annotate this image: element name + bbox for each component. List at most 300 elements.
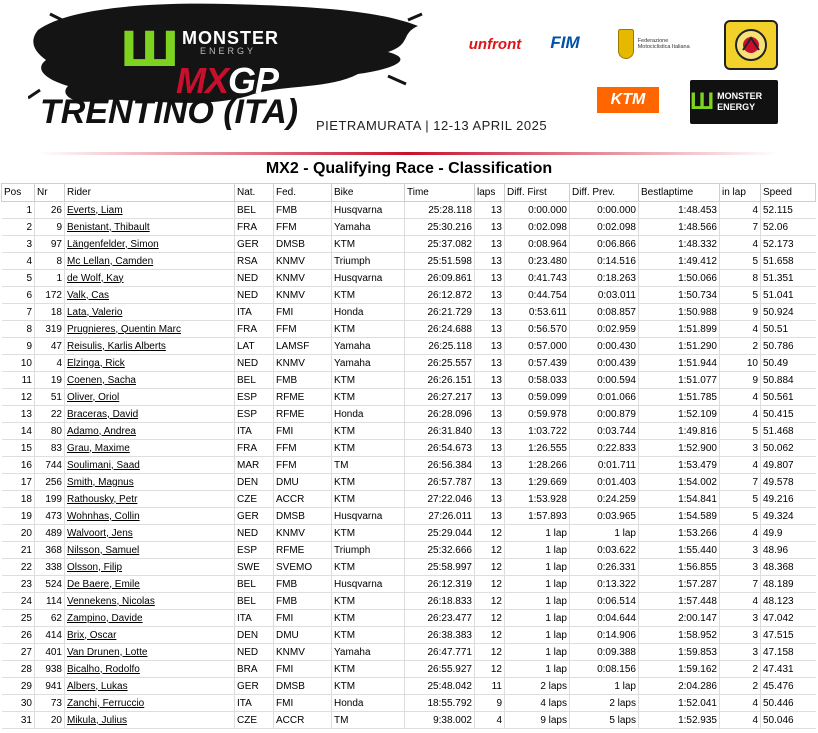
cell-bike: Husqvarna — [332, 202, 405, 219]
cell-in-lap: 5 — [720, 253, 761, 270]
cell-bestlaptime: 1:48.453 — [639, 202, 720, 219]
cell-speed: 49.216 — [761, 491, 816, 508]
cell-nr: 26 — [35, 202, 65, 219]
col-header-speed: Speed — [761, 184, 816, 202]
cell-diff-prev: 0:04.644 — [570, 610, 639, 627]
cell-diff-first: 9 laps — [505, 712, 570, 729]
cell-rider[interactable] — [65, 236, 235, 253]
cell-in-lap: 5 — [720, 491, 761, 508]
cell-diff-first: 1 lap — [505, 542, 570, 559]
cell-time: 26:57.787 — [405, 474, 475, 491]
table-row — [2, 678, 816, 695]
cell-diff-prev: 0:03.744 — [570, 423, 639, 440]
cell-diff-first: 1 lap — [505, 627, 570, 644]
cell-laps: 13 — [475, 508, 505, 525]
cell-diff-first: 1:57.893 — [505, 508, 570, 525]
cell-pos: 16 — [2, 457, 35, 474]
cell-nat: GER — [235, 678, 274, 695]
cell-diff-first: 0:00.000 — [505, 202, 570, 219]
cell-diff-prev: 0:03.011 — [570, 287, 639, 304]
cell-rider[interactable] — [65, 457, 235, 474]
cell-fed: DMSB — [274, 678, 332, 695]
cell-pos: 24 — [2, 593, 35, 610]
table-row — [2, 202, 816, 219]
col-header-time: Time — [405, 184, 475, 202]
cell-bestlaptime: 1:52.900 — [639, 440, 720, 457]
event-title: TRENTINO (ITA) — [40, 93, 299, 131]
cell-rider[interactable] — [65, 389, 235, 406]
cell-nr: 18 — [35, 304, 65, 321]
cell-rider[interactable] — [65, 253, 235, 270]
cell-nat: MAR — [235, 457, 274, 474]
cell-rider[interactable] — [65, 508, 235, 525]
cell-diff-first: 1 lap — [505, 525, 570, 542]
rider-link[interactable]: Vennekens, Nicolas — [67, 595, 155, 607]
cell-nr: 114 — [35, 593, 65, 610]
cell-speed: 49.578 — [761, 474, 816, 491]
cell-rider[interactable] — [65, 627, 235, 644]
cell-nat: ESP — [235, 542, 274, 559]
cell-time: 25:30.216 — [405, 219, 475, 236]
cell-pos: 28 — [2, 661, 35, 678]
cell-laps: 13 — [475, 457, 505, 474]
cell-rider[interactable] — [65, 576, 235, 593]
cell-nr: 4 — [35, 355, 65, 372]
table-row — [2, 576, 816, 593]
cell-bestlaptime: 1:57.448 — [639, 593, 720, 610]
cell-time: 25:48.042 — [405, 678, 475, 695]
table-row — [2, 321, 816, 338]
cell-bestlaptime: 1:58.952 — [639, 627, 720, 644]
cell-time: 26:24.688 — [405, 321, 475, 338]
cell-in-lap: 9 — [720, 304, 761, 321]
cell-bike: KTM — [332, 559, 405, 576]
cell-diff-prev: 2 laps — [570, 695, 639, 712]
rider-link[interactable]: Lata, Valerio — [67, 306, 123, 318]
cell-in-lap: 7 — [720, 576, 761, 593]
rider-link[interactable]: Oliver, Oriol — [67, 391, 120, 403]
cell-nat: CZE — [235, 491, 274, 508]
cell-bike: Triumph — [332, 253, 405, 270]
fmi-shield-icon — [618, 29, 634, 59]
cell-diff-first: 0:59.978 — [505, 406, 570, 423]
cell-nr: 19 — [35, 372, 65, 389]
energy-logo-text: ENERGY — [200, 46, 257, 56]
cell-laps: 13 — [475, 270, 505, 287]
cell-time: 25:29.044 — [405, 525, 475, 542]
cell-rider[interactable] — [65, 542, 235, 559]
cell-fed: FMI — [274, 610, 332, 627]
rider-link[interactable]: Wohnhas, Collin — [67, 510, 140, 522]
cell-nr: 51 — [35, 389, 65, 406]
cell-bestlaptime: 1:51.944 — [639, 355, 720, 372]
cell-time: 26:09.861 — [405, 270, 475, 287]
cell-in-lap: 7 — [720, 474, 761, 491]
cell-speed: 52.06 — [761, 219, 816, 236]
cell-rider[interactable] — [65, 219, 235, 236]
cell-laps: 12 — [475, 593, 505, 610]
cell-nat: NED — [235, 525, 274, 542]
cell-in-lap: 4 — [720, 695, 761, 712]
cell-fed: FMB — [274, 576, 332, 593]
cell-diff-first: 1 lap — [505, 661, 570, 678]
cell-rider[interactable] — [65, 338, 235, 355]
cell-diff-first: 1 lap — [505, 610, 570, 627]
unfront-logo: unfront — [468, 35, 522, 53]
cell-rider[interactable] — [65, 712, 235, 729]
cell-fed: KNMV — [274, 270, 332, 287]
table-row — [2, 559, 816, 576]
rider-link[interactable]: Reisulis, Karlis Alberts — [67, 340, 166, 352]
cell-fed: FMI — [274, 304, 332, 321]
cell-bike: KTM — [332, 440, 405, 457]
rider-link[interactable]: Olsson, Filip — [67, 561, 123, 573]
cell-bike: Honda — [332, 304, 405, 321]
table-row — [2, 338, 816, 355]
fim-logo: FIM — [550, 33, 580, 52]
cell-pos: 17 — [2, 474, 35, 491]
cell-fed: FMI — [274, 661, 332, 678]
cell-nr: 401 — [35, 644, 65, 661]
cell-diff-prev: 0:26.331 — [570, 559, 639, 576]
table-row — [2, 610, 816, 627]
cell-laps: 11 — [475, 678, 505, 695]
event-header — [0, 0, 818, 158]
cell-in-lap: 3 — [720, 559, 761, 576]
rider-link[interactable]: Everts, Liam — [67, 204, 123, 216]
cell-bestlaptime: 1:54.002 — [639, 474, 720, 491]
col-header-diff-first: Diff. First — [505, 184, 570, 202]
table-row — [2, 457, 816, 474]
cell-in-lap: 5 — [720, 287, 761, 304]
cell-speed: 47.158 — [761, 644, 816, 661]
cell-fed: SVEMO — [274, 559, 332, 576]
table-row — [2, 389, 816, 406]
rider-link[interactable]: Zampino, Davide — [67, 612, 143, 624]
cell-nat: GER — [235, 236, 274, 253]
cell-nr: 73 — [35, 695, 65, 712]
cell-nat: BEL — [235, 202, 274, 219]
cell-diff-first: 0:58.033 — [505, 372, 570, 389]
rider-link[interactable]: De Baere, Emile — [67, 578, 140, 590]
table-row — [2, 508, 816, 525]
cell-bestlaptime: 2:00.147 — [639, 610, 720, 627]
cell-rider[interactable] — [65, 270, 235, 287]
rider-link[interactable]: Adamo, Andrea — [67, 425, 136, 437]
cell-laps: 12 — [475, 627, 505, 644]
cell-nat: BEL — [235, 372, 274, 389]
cell-fed: KNMV — [274, 287, 332, 304]
col-header-fed: Fed. — [274, 184, 332, 202]
cell-diff-first: 0:41.743 — [505, 270, 570, 287]
cell-rider[interactable] — [65, 440, 235, 457]
cell-fed: FFM — [274, 321, 332, 338]
table-row — [2, 627, 816, 644]
rider-link[interactable]: Braceras, David — [67, 408, 139, 420]
cell-diff-prev: 0:18.263 — [570, 270, 639, 287]
cell-laps: 13 — [475, 202, 505, 219]
cell-bike: KTM — [332, 287, 405, 304]
cell-time: 25:58.997 — [405, 559, 475, 576]
cell-time: 26:12.872 — [405, 287, 475, 304]
table-row — [2, 372, 816, 389]
cell-rider[interactable] — [65, 321, 235, 338]
cell-fed: FFM — [274, 457, 332, 474]
cell-rider[interactable] — [65, 610, 235, 627]
cell-diff-prev: 0:08.156 — [570, 661, 639, 678]
cell-diff-first: 0:57.000 — [505, 338, 570, 355]
cell-laps: 13 — [475, 372, 505, 389]
cell-nat: FRA — [235, 440, 274, 457]
cell-bike: Husqvarna — [332, 508, 405, 525]
cell-nat: BRA — [235, 661, 274, 678]
cell-pos: 21 — [2, 542, 35, 559]
cell-bestlaptime: 1:54.589 — [639, 508, 720, 525]
cell-nr: 256 — [35, 474, 65, 491]
cell-bike: KTM — [332, 593, 405, 610]
cell-laps: 13 — [475, 236, 505, 253]
rider-link[interactable]: Mc Lellan, Camden — [67, 255, 154, 267]
cell-diff-first: 1 lap — [505, 559, 570, 576]
cell-bestlaptime: 1:52.935 — [639, 712, 720, 729]
rider-link[interactable]: Albers, Lukas — [67, 680, 128, 692]
cell-time: 26:23.477 — [405, 610, 475, 627]
cell-in-lap: 3 — [720, 542, 761, 559]
cell-bike: KTM — [332, 627, 405, 644]
cell-in-lap: 4 — [720, 406, 761, 423]
cell-speed: 45.476 — [761, 678, 816, 695]
cell-bike: KTM — [332, 525, 405, 542]
cell-speed: 49.324 — [761, 508, 816, 525]
cell-diff-prev: 0:01.066 — [570, 389, 639, 406]
cell-rider[interactable] — [65, 423, 235, 440]
rider-link[interactable]: Längenfelder, Simon — [67, 238, 159, 250]
cell-nr: 473 — [35, 508, 65, 525]
cell-diff-first: 0:44.754 — [505, 287, 570, 304]
cell-nr: 97 — [35, 236, 65, 253]
rider-link[interactable]: Grau, Maxime — [67, 442, 130, 454]
cell-nr: 9 — [35, 219, 65, 236]
rider-link[interactable]: Van Drunen, Lotte — [67, 646, 148, 658]
cell-nat: RSA — [235, 253, 274, 270]
cell-nr: 414 — [35, 627, 65, 644]
cell-bike: TM — [332, 712, 405, 729]
cell-nr: 1 — [35, 270, 65, 287]
cell-laps: 13 — [475, 287, 505, 304]
cell-fed: FMB — [274, 202, 332, 219]
fmi-logo-text: Federazione Motociclistica Italiana — [637, 37, 690, 50]
rider-link[interactable]: Rathousky, Petr — [67, 493, 138, 505]
cell-fed: LAMSF — [274, 338, 332, 355]
cell-in-lap: 4 — [720, 236, 761, 253]
cell-pos: 14 — [2, 423, 35, 440]
cell-time: 27:26.011 — [405, 508, 475, 525]
cell-diff-prev: 0:00.439 — [570, 355, 639, 372]
cell-nat: NED — [235, 270, 274, 287]
cell-in-lap: 9 — [720, 372, 761, 389]
cell-rider[interactable] — [65, 644, 235, 661]
cell-pos: 30 — [2, 695, 35, 712]
table-row — [2, 355, 816, 372]
cell-bike: TM — [332, 457, 405, 474]
cell-time: 26:31.840 — [405, 423, 475, 440]
cell-fed: DMSB — [274, 236, 332, 253]
cell-diff-prev: 0:01.711 — [570, 457, 639, 474]
cell-rider[interactable] — [65, 525, 235, 542]
cell-pos: 3 — [2, 236, 35, 253]
cell-rider[interactable] — [65, 678, 235, 695]
cell-pos: 7 — [2, 304, 35, 321]
cell-laps: 13 — [475, 406, 505, 423]
cell-fed: ACCR — [274, 712, 332, 729]
cell-in-lap: 3 — [720, 440, 761, 457]
cell-diff-first: 0:56.570 — [505, 321, 570, 338]
cell-fed: DMU — [274, 627, 332, 644]
table-row — [2, 644, 816, 661]
cell-rider[interactable] — [65, 406, 235, 423]
cell-nat: NED — [235, 355, 274, 372]
cell-pos: 15 — [2, 440, 35, 457]
moto-club-emblem-icon — [734, 28, 768, 62]
cell-bestlaptime: 1:51.290 — [639, 338, 720, 355]
cell-pos: 19 — [2, 508, 35, 525]
cell-pos: 8 — [2, 321, 35, 338]
cell-nat: FRA — [235, 219, 274, 236]
cell-rider[interactable] — [65, 355, 235, 372]
cell-in-lap: 4 — [720, 457, 761, 474]
cell-nr: 338 — [35, 559, 65, 576]
cell-bestlaptime: 1:57.287 — [639, 576, 720, 593]
cell-nat: ITA — [235, 610, 274, 627]
cell-time: 26:55.927 — [405, 661, 475, 678]
cell-pos: 22 — [2, 559, 35, 576]
cell-time: 26:28.096 — [405, 406, 475, 423]
cell-pos: 13 — [2, 406, 35, 423]
cell-fed: FMI — [274, 423, 332, 440]
cell-diff-first: 1 lap — [505, 593, 570, 610]
cell-rider[interactable] — [65, 695, 235, 712]
cell-nat: BEL — [235, 576, 274, 593]
rider-link[interactable]: Soulimani, Saad — [67, 459, 140, 471]
cell-in-lap: 3 — [720, 610, 761, 627]
cell-rider[interactable] — [65, 304, 235, 321]
table-row — [2, 474, 816, 491]
cell-pos: 27 — [2, 644, 35, 661]
cell-nr: 368 — [35, 542, 65, 559]
rider-link[interactable]: Smith, Magnus — [67, 476, 134, 488]
table-row — [2, 491, 816, 508]
cell-bike: KTM — [332, 236, 405, 253]
cell-laps: 4 — [475, 712, 505, 729]
rider-link[interactable]: Walvoort, Jens — [67, 527, 133, 539]
rider-link[interactable]: Valk, Cas — [67, 289, 110, 301]
cell-bike: KTM — [332, 372, 405, 389]
cell-bestlaptime: 1:59.162 — [639, 661, 720, 678]
cell-bestlaptime: 1:49.816 — [639, 423, 720, 440]
cell-bestlaptime: 1:48.566 — [639, 219, 720, 236]
rider-link[interactable]: Benistant, Thibault — [67, 221, 150, 233]
cell-time: 26:54.673 — [405, 440, 475, 457]
cell-diff-prev: 0:14.906 — [570, 627, 639, 644]
cell-rider[interactable] — [65, 202, 235, 219]
cell-speed: 51.658 — [761, 253, 816, 270]
cell-rider[interactable] — [65, 474, 235, 491]
cell-diff-first: 0:02.098 — [505, 219, 570, 236]
cell-bike: KTM — [332, 491, 405, 508]
cell-speed: 50.446 — [761, 695, 816, 712]
rider-link[interactable]: Nilsson, Samuel — [67, 544, 140, 556]
cell-rider[interactable] — [65, 491, 235, 508]
mxgp-logo: MXGP — [176, 60, 279, 101]
cell-diff-prev: 0:22.833 — [570, 440, 639, 457]
col-header-nat: Nat. — [235, 184, 274, 202]
cell-nr: 744 — [35, 457, 65, 474]
rider-link[interactable]: Brix, Oscar — [67, 629, 117, 641]
cell-in-lap: 2 — [720, 661, 761, 678]
cell-bestlaptime: 1:54.841 — [639, 491, 720, 508]
cell-diff-first: 1:53.928 — [505, 491, 570, 508]
cell-in-lap: 3 — [720, 627, 761, 644]
rider-link[interactable]: Elzinga, Rick — [67, 357, 125, 369]
cell-rider[interactable] — [65, 287, 235, 304]
cell-pos: 25 — [2, 610, 35, 627]
rider-link[interactable]: Mikula, Julius — [67, 714, 128, 726]
cell-speed: 48.368 — [761, 559, 816, 576]
cell-bike: KTM — [332, 661, 405, 678]
cell-diff-prev: 0:02.959 — [570, 321, 639, 338]
cell-bestlaptime: 1:53.266 — [639, 525, 720, 542]
cell-bestlaptime: 1:49.412 — [639, 253, 720, 270]
cell-bike: KTM — [332, 389, 405, 406]
cell-rider[interactable] — [65, 593, 235, 610]
cell-speed: 50.046 — [761, 712, 816, 729]
cell-rider[interactable] — [65, 559, 235, 576]
cell-laps: 13 — [475, 491, 505, 508]
cell-diff-first: 0:08.964 — [505, 236, 570, 253]
cell-bestlaptime: 1:52.109 — [639, 406, 720, 423]
table-row — [2, 661, 816, 678]
rider-link[interactable]: Coenen, Sacha — [67, 374, 136, 386]
cell-pos: 26 — [2, 627, 35, 644]
cell-rider[interactable] — [65, 372, 235, 389]
rider-link[interactable]: de Wolf, Kay — [67, 272, 124, 284]
cell-laps: 9 — [475, 695, 505, 712]
cell-fed: FMI — [274, 695, 332, 712]
rider-link[interactable]: Bicalho, Rodolfo — [67, 663, 140, 675]
cell-diff-first: 0:53.611 — [505, 304, 570, 321]
cell-time: 26:12.319 — [405, 576, 475, 593]
cell-laps: 13 — [475, 321, 505, 338]
fmi-logo — [618, 26, 690, 62]
cell-time: 26:56.384 — [405, 457, 475, 474]
cell-laps: 13 — [475, 389, 505, 406]
cell-bestlaptime: 1:51.077 — [639, 372, 720, 389]
cell-diff-first: 1:03.722 — [505, 423, 570, 440]
cell-speed: 50.786 — [761, 338, 816, 355]
cell-speed: 51.351 — [761, 270, 816, 287]
cell-pos: 4 — [2, 253, 35, 270]
rider-link[interactable]: Zanchi, Ferruccio — [67, 697, 145, 709]
cell-fed: ACCR — [274, 491, 332, 508]
cell-diff-prev: 0:00.879 — [570, 406, 639, 423]
col-header-in-lap: in lap — [720, 184, 761, 202]
cell-nat: ITA — [235, 695, 274, 712]
rider-link[interactable]: Prugnieres, Quentin Marc — [67, 323, 181, 335]
cell-rider[interactable] — [65, 661, 235, 678]
cell-nr: 62 — [35, 610, 65, 627]
cell-in-lap: 4 — [720, 712, 761, 729]
cell-pos: 23 — [2, 576, 35, 593]
